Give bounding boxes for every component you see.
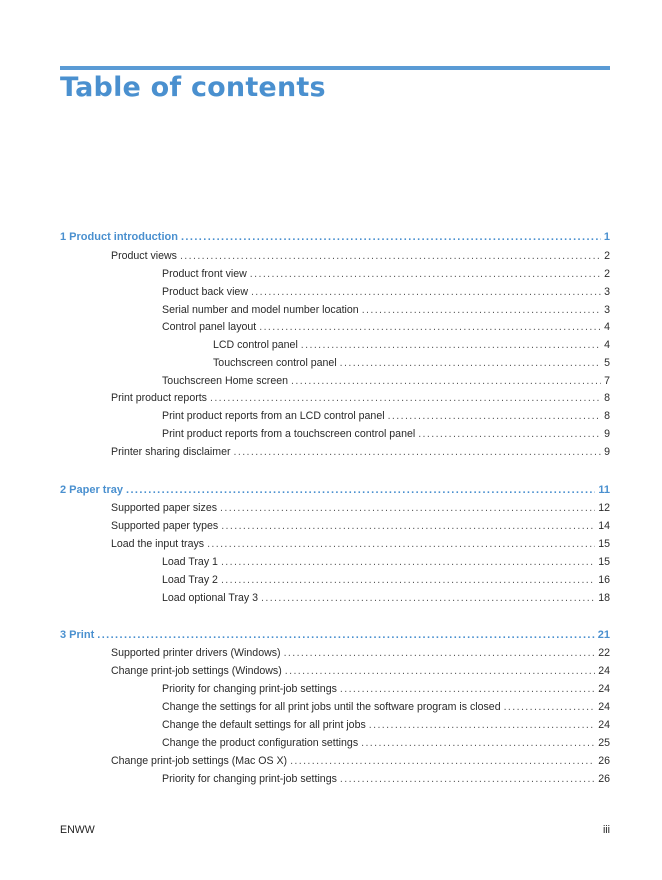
toc-entry[interactable] [162, 409, 610, 423]
toc-dot-leader [259, 320, 601, 334]
toc-entry-page-number: 3 [604, 304, 610, 316]
toc-entry[interactable] [162, 736, 610, 750]
toc-entry[interactable] [111, 537, 610, 551]
toc-dot-leader [362, 303, 601, 317]
toc-dot-leader [207, 537, 595, 551]
toc-entry[interactable] [111, 391, 610, 405]
toc-dot-leader [340, 682, 595, 696]
toc-entry[interactable] [162, 718, 610, 732]
toc-entry-page-number: 8 [604, 410, 610, 422]
title-rule [60, 66, 610, 70]
toc-entry[interactable] [162, 555, 610, 569]
toc-dot-leader [220, 501, 595, 515]
toc-dot-leader [221, 555, 595, 569]
toc-entry-label: Product front view [162, 268, 247, 280]
toc-entry-page-number: 9 [604, 446, 610, 458]
toc-entry[interactable] [162, 591, 610, 605]
toc-entry-label: Supported paper sizes [111, 502, 218, 514]
toc-dot-leader [290, 754, 595, 768]
toc-dot-leader [97, 628, 595, 642]
toc-entry-page-number: 15 [598, 556, 610, 568]
toc-entry-label: Change the settings for all print jobs until the software program is closed [162, 701, 501, 713]
toc-entry-label: Priority for changing print-job settings [162, 773, 337, 785]
toc-entry-page-number: 22 [598, 647, 610, 659]
toc-dot-leader [126, 483, 595, 497]
toc-entry[interactable] [162, 427, 610, 441]
toc-entry-page-number: 26 [598, 755, 610, 767]
toc-entry-label: Printer sharing disclaimer [111, 446, 231, 458]
toc-dot-leader [388, 409, 602, 423]
toc-dot-leader [340, 356, 601, 370]
toc-entry-page-number: 9 [604, 428, 610, 440]
toc-chapter-entry[interactable] [60, 230, 610, 244]
toc-entry[interactable] [111, 445, 610, 459]
toc-entry-label: Load Tray 2 [162, 574, 218, 586]
toc-entry[interactable] [162, 320, 610, 334]
toc-entry-page-number: 5 [604, 357, 610, 369]
toc-entry-page-number: 24 [598, 719, 610, 731]
toc-entry-page-number: 11 [598, 484, 610, 496]
toc-dot-leader [504, 700, 596, 714]
footer-page-number: iii [602, 824, 610, 836]
toc-entry[interactable] [111, 519, 610, 533]
toc-entry-label: Supported paper types [111, 520, 219, 532]
toc-entry-page-number: 24 [598, 665, 610, 677]
toc-entry-label: Touchscreen Home screen [162, 375, 289, 387]
toc-entry-label: Change print-job settings (Windows) [111, 665, 282, 677]
toc-dot-leader [291, 374, 601, 388]
toc-entry-label: Load the input trays [111, 538, 205, 550]
toc-entry-page-number: 3 [604, 286, 610, 298]
toc-entry-label: Change print-job settings (Mac OS X) [111, 755, 288, 767]
toc-dot-leader [284, 646, 596, 660]
toc-entry[interactable] [162, 285, 610, 299]
toc-entry-page-number: 14 [598, 520, 610, 532]
page-title: Table of contents [60, 72, 326, 103]
toc-entry-label: Control panel layout [162, 321, 257, 333]
toc-entry-label: Change the product configuration settings [162, 737, 359, 749]
toc-entry-page-number: 12 [598, 502, 610, 514]
toc-entry-page-number: 2 [604, 250, 610, 262]
toc-entry-label: Product back view [162, 286, 248, 298]
toc-entry-label: Change the default settings for all print jobs [162, 719, 366, 731]
toc-entry[interactable] [213, 338, 610, 352]
toc-entry-page-number: 24 [598, 683, 610, 695]
toc-entry-page-number: 2 [604, 268, 610, 280]
toc-entry-page-number: 18 [598, 592, 610, 604]
toc-entry[interactable] [111, 501, 610, 515]
toc-entry-page-number: 8 [604, 392, 610, 404]
toc-entry-page-number: 4 [604, 321, 610, 333]
toc-entry-page-number: 15 [598, 538, 610, 550]
toc-entry[interactable] [162, 303, 610, 317]
toc-entry-label: Priority for changing print-job settings [162, 683, 337, 695]
toc-dot-leader [234, 445, 602, 459]
toc-entry-page-number: 21 [597, 629, 610, 641]
toc-entry[interactable] [162, 267, 610, 281]
toc-entry-label: Touchscreen control panel [213, 357, 337, 369]
toc-entry[interactable] [162, 700, 610, 714]
toc-entry[interactable] [111, 664, 610, 678]
toc-entry-label: Product views [111, 250, 177, 262]
toc-entry[interactable] [111, 249, 610, 263]
toc-dot-leader [250, 267, 601, 281]
toc-dot-leader [418, 427, 601, 441]
toc-entry-page-number: 26 [598, 773, 610, 785]
toc-entry-label: Load Tray 1 [162, 556, 218, 568]
toc-entry[interactable] [162, 573, 610, 587]
toc-entry-label: 1 Product introduction [60, 231, 178, 243]
toc-entry-label: 2 Paper tray [60, 484, 123, 496]
toc-entry[interactable] [111, 646, 610, 660]
toc-entry-page-number: 24 [598, 701, 610, 713]
toc-dot-leader [181, 230, 601, 244]
toc-entry[interactable] [111, 754, 610, 768]
toc-entry-page-number: 7 [604, 375, 610, 387]
toc-entry[interactable] [162, 772, 610, 786]
toc-entry-label: Supported printer drivers (Windows) [111, 647, 281, 659]
toc-entry-label: Print product reports [111, 392, 207, 404]
toc-dot-leader [180, 249, 601, 263]
toc-entry[interactable] [162, 374, 610, 388]
toc-dot-leader [285, 664, 595, 678]
toc-entry-page-number: 25 [598, 737, 610, 749]
toc-dot-leader [210, 391, 601, 405]
toc-dot-leader [221, 573, 595, 587]
footer-left-label: ENWW [60, 824, 95, 836]
toc-entry-label: Print product reports from an LCD control panel [162, 410, 385, 422]
toc-dot-leader [251, 285, 601, 299]
toc-dot-leader [340, 772, 595, 786]
toc-dot-leader [261, 591, 595, 605]
toc-dot-leader [361, 736, 595, 750]
toc-entry-label: 3 Print [60, 629, 95, 641]
toc-entry-label: Serial number and model number location [162, 304, 359, 316]
toc-entry[interactable] [213, 356, 610, 370]
toc-dot-leader [221, 519, 595, 533]
toc-chapter-entry[interactable] [60, 483, 610, 497]
toc-entry[interactable] [162, 682, 610, 696]
toc-entry-label: LCD control panel [213, 339, 298, 351]
toc-chapter-entry[interactable] [60, 628, 610, 642]
toc-dot-leader [301, 338, 601, 352]
toc-entry-label: Print product reports from a touchscreen control panel [162, 428, 416, 440]
toc-entry-page-number: 1 [603, 231, 610, 243]
toc-entry-page-number: 16 [598, 574, 610, 586]
toc-dot-leader [369, 718, 595, 732]
toc-entry-page-number: 4 [604, 339, 610, 351]
toc-entry-label: Load optional Tray 3 [162, 592, 259, 604]
